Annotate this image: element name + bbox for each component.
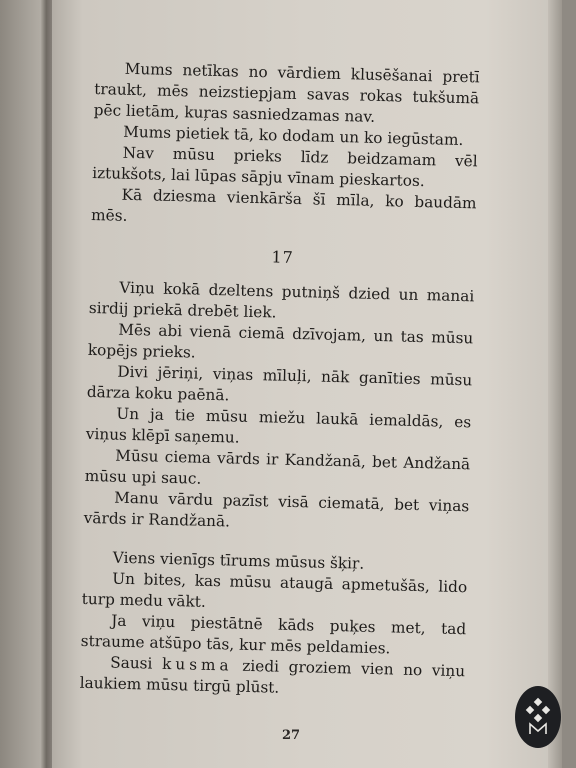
watermark-logo [515,686,561,748]
text-run: ziedi groziem vien no viņu laukiem mūsu tirgū plūst. [79,656,466,697]
paragraph: Un bites, kas mūsu ataugā apmetušās, lido turp medu vākt. [81,569,468,611]
paragraph: Un ja tie mūsu miežu laukā iemaldās, es viņus klēpī saņemu. [85,404,472,447]
spaced-word: kusma [161,654,233,675]
page-text [79,58,479,703]
paragraph: Mums pietiek tā, ko dodam un ko iegūstam. [122,122,464,150]
paragraph: Mūsu ciema vārds ir Kandžanā, bet Andžanā mūsu upi sauc. [84,446,471,488]
text-run: Sausi [110,653,163,673]
paragraph: Mums netīkas no vārdiem klusēšanai pretī traukt, mēs neizstiepjam savas rokas tukšumā pēc lietām, kuŗas sasniedzamas nav. [93,59,480,126]
page-number: 27 [281,728,301,743]
paragraph: Divi jēriņi, viņas mīluļi, nāk ganīties mūsu dārza koku paēnā. [86,362,473,405]
diamond-cross-icon [515,686,561,748]
right-page-edge [548,0,562,768]
paragraph: Viens vienīgs tīrums mūsus šķiŗ. [112,548,365,573]
paragraph: Manu vārdu pazīst visā ciematā, bet viņas vārds ir Randžanā. [83,488,470,531]
paragraph: Nav mūsu prieks līdz beidzamam vēl iztukšots, lai lūpas sāpju vīnam pieskartos. [91,143,478,191]
paragraph: Kā dziesma vienkārša šī mīla, ko baudām mēs. [90,185,477,225]
paragraph: Ja viņu piestātnē kāds puķes met, tad straume atšūpo tās, kur mēs peldamies. [80,611,467,658]
chapter-number: 17 [271,247,295,267]
paragraph: Mēs abi vienā ciemā dzīvojam, un tas mūsu kopējs prieks. [87,320,474,362]
paragraph: Viņu kokā dzeltens putniņš dzied un manai sirdij priekā drebēt liek. [88,278,475,322]
